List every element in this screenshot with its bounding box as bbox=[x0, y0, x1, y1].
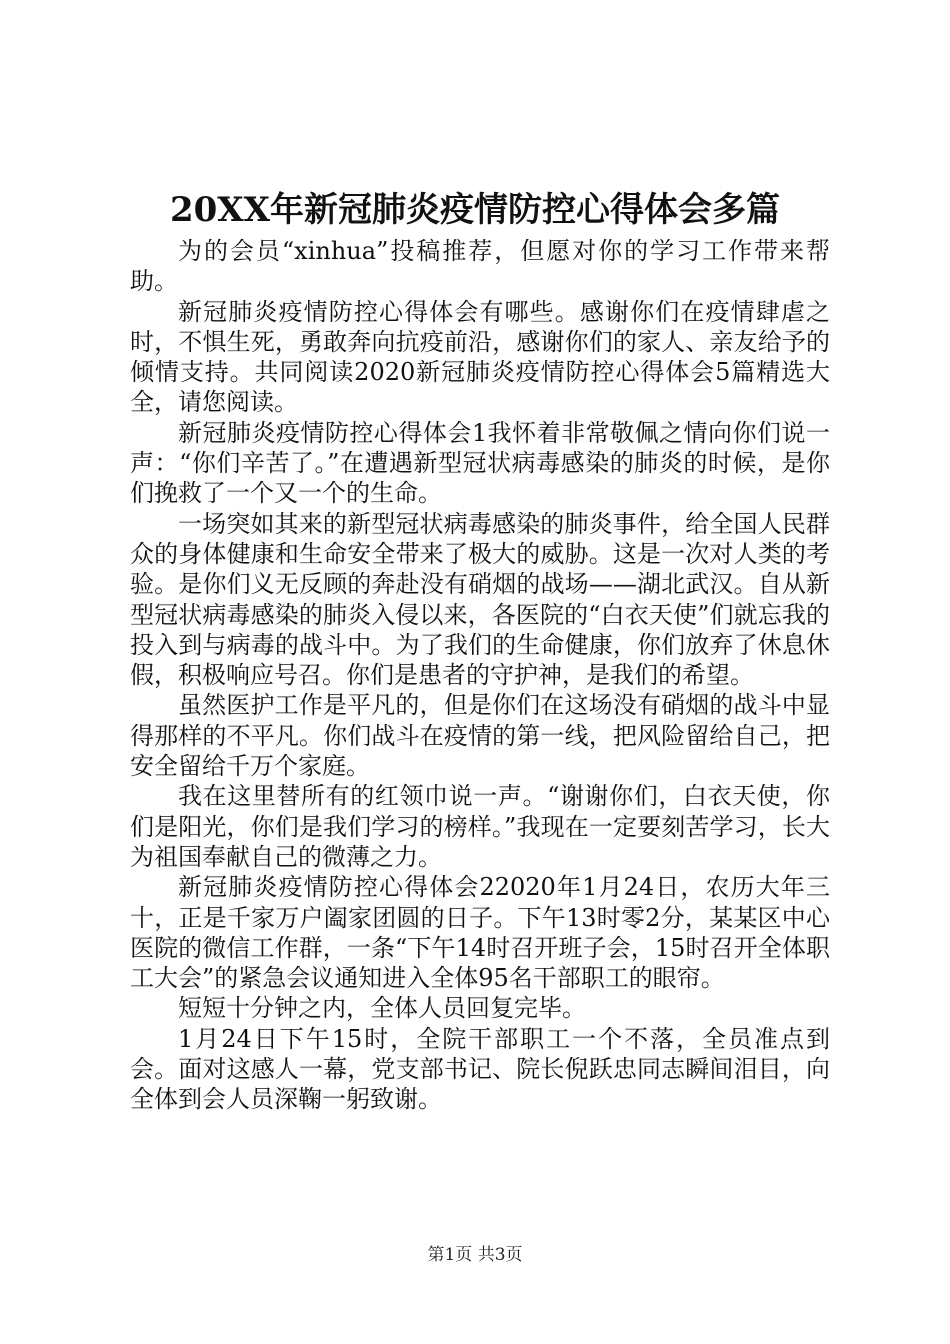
document-body bbox=[130, 236, 830, 1115]
paragraph-2: 新冠肺炎疫情防控心得体会有哪些。感谢你们在疫情肆虐之时，不惧生死，勇敢奔向抗疫前沿，感谢你们的家人、亲友给予的倾情支持。共同阅读2020新冠肺炎疫情防控心得体会5篇精选大全，请您阅读。 bbox=[130, 297, 830, 417]
paragraph-4: 一场突如其来的新型冠状病毒感染的肺炎事件，给全国人民群众的身体健康和生命安全带来了极大的威胁。这是一次对人类的考验。是你们义无反顾的奔赴没有硝烟的战场——湖北武汉。自从新型冠状病毒感染的肺炎入侵以来，各医院的“白衣天使”们就忘我的投入到与病毒的战斗中。为了我们的生命健康，你们放弃了休息休假，积极响应号召。你们是患者的守护神，是我们的希望。 bbox=[130, 509, 830, 690]
paragraph-3: 新冠肺炎疫情防控心得体会1我怀着非常敬佩之情向你们说一声：“你们辛苦了。”在遭遇新型冠状病毒感染的肺炎的时候，是你们挽救了一个又一个的生命。 bbox=[130, 418, 830, 508]
page-number-footer: 第1页 共3页 bbox=[427, 1245, 523, 1265]
paragraph-6: 我在这里替所有的红领巾说一声。“谢谢你们，白衣天使，你们是阳光，你们是我们学习的榜样。”我现在一定要刻苦学习，长大为祖国奉献自己的微薄之力。 bbox=[130, 782, 830, 871]
paragraph-1: 为的会员“xinhua”投稿推荐，但愿对你的学习工作带来帮助。 bbox=[130, 237, 830, 296]
paragraph-5: 虽然医护工作是平凡的，但是你们在这场没有硝烟的战斗中显得那样的不平凡。你们战斗在疫情的第一线，把风险留给自己，把安全留给千万个家庭。 bbox=[130, 691, 830, 781]
paragraph-7: 新冠肺炎疫情防控心得体会22020年1月24日，农历大年三十，正是千家万户阖家团圆的日子。下午13时零2分，某某区中心医院的微信工作群，一条“下午14时召开班子会，15时召开全体职工大会”的紧急会议通知进入全体95名干部职工的眼帘。 bbox=[130, 873, 830, 993]
paragraph-8: 短短十分钟之内，全体人员回复完毕。 bbox=[178, 994, 586, 1023]
paragraph-9: 1月24日下午15时，全院干部职工一个不落，全员准点到会。面对这感人一幕，党支部书记、院长倪跃忠同志瞬间泪目，向全体到会人员深鞠一躬致谢。 bbox=[130, 1024, 830, 1114]
document-title: 20XX年新冠肺炎疫情防控心得体会多篇 bbox=[169, 190, 781, 230]
